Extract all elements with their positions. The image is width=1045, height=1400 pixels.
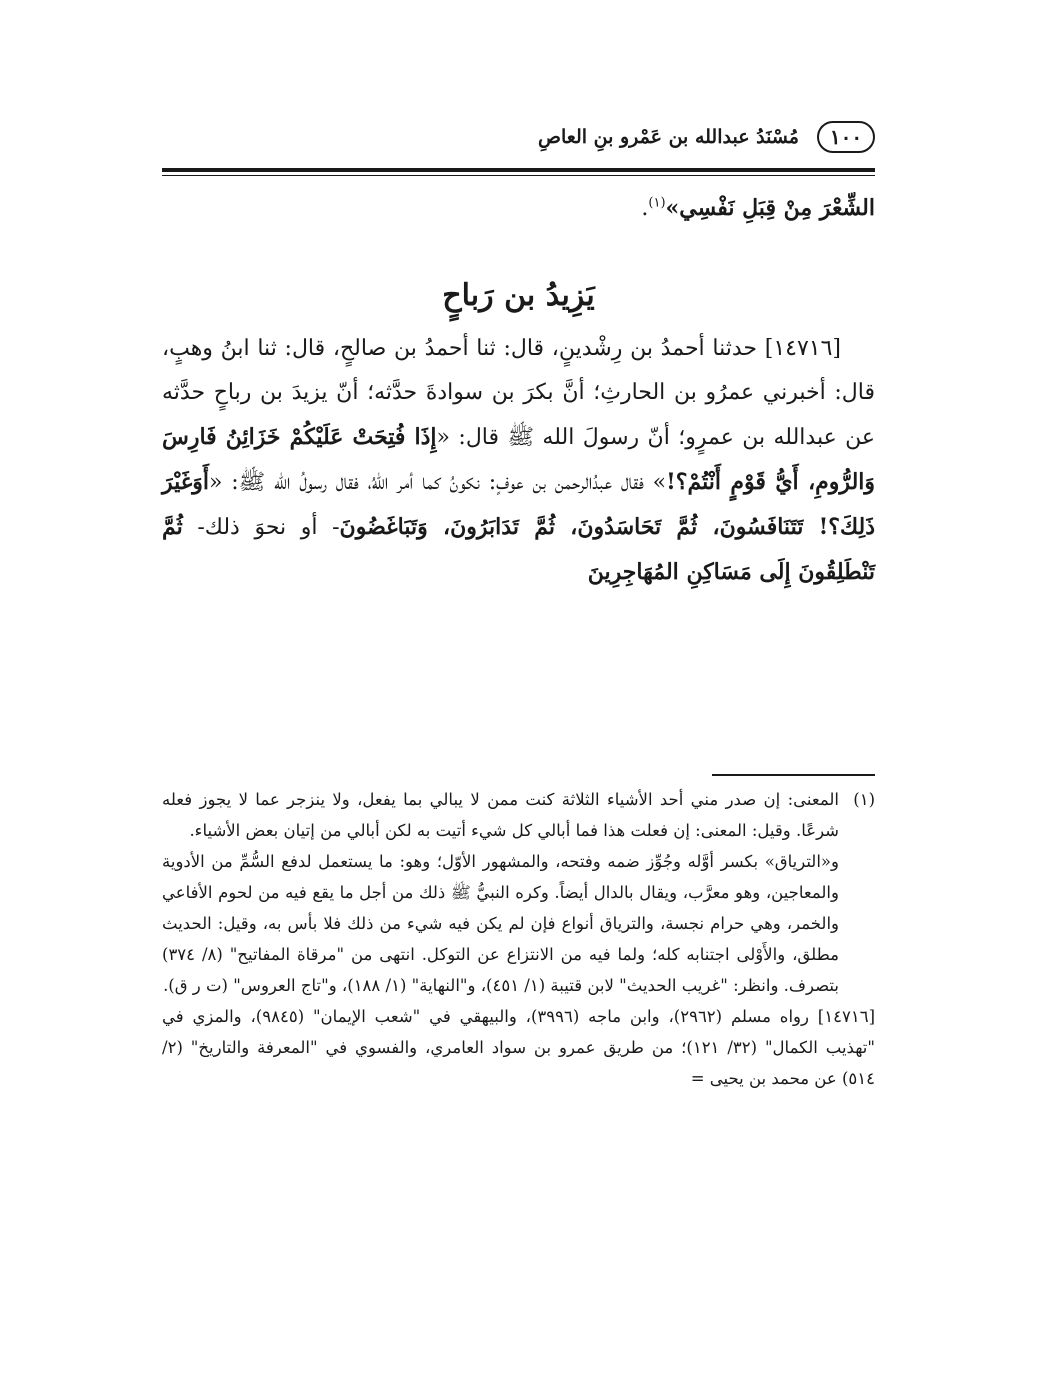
book-page [162, 100, 875, 1320]
header-rule-thin [162, 175, 875, 176]
footnote-paragraph-2: و«الترياق» بكسر أوَّله وجُوِّز ضمه وفتحه، والمشهور الأوّل؛ وهو: ما يستعمل لدفع السُّمِّ من الأدوية والمعاجين، وهو معرَّب، ويقال بالدال أيضاً. وكره النبيُّ ﷺ ذلك من أجل ما يقع فيه من لحوم الأفاعي والخمر، وهي حرام نجسة، والترياق أنواع فإن لم يكن فيه شيء من ذلك فلا بأس به، وقيل: الحديث مطلق، والأَوْلى اجتنابه كله؛ ولما فيه من الانتزاع عن التوكل. انتهى من "مرقاة المفاتيح" (٨/ ٣٧٤) بتصرف. وانظر: "غريب الحديث" لابن قتيبة (١/ ٤٥١)، و"النهاية" (١/ ١٨٨)، و"تاج العروس" (ت ر ق). [162, 852, 839, 995]
hadith-quote-3: ثُمَّ تَنْطَلِقُونَ إِلَى مَسَاكِنِ المُهَاجِرِينَ [162, 514, 875, 585]
section-title: يَزِيدُ بن رَباحٍ [442, 278, 595, 313]
carryover-text: الشِّعْرَ مِنْ قِبَلِ نَفْسِي» [665, 195, 875, 221]
footnote-body [162, 784, 839, 1001]
hadith-text-1: حدثنا أحمدُ بن رِشْدينٍ، قال: ثنا أحمدُ بن صالحٍ، قال: ثنا ابنُ وهبٍ، قال: أخبرني عمرُو بن الحارثِ؛ أنَّ بكرَ بن سوادةَ حدَّثه؛ أنّ يزيدَ بن رباحٍ حدَّثه عن عبدالله بن عمرٍو؛ أنّ رسولَ الله ﷺ قال: « [162, 336, 875, 450]
main-text [162, 186, 875, 595]
source-note: [١٤٧١٦] رواه مسلم (٢٩٦٢)، وابن ماجه (٣٩٩٦)، والبيهقي في "شعب الإيمان" (٩٨٤٥)، والمزي في "تهذيب الكمال" (٣٢/ ١٢١)؛ من طريق عمرو بن سواد العامري، والفسوي في "المعرفة والتاريخ" (٢/ ٥١٤) عن محمد بن يحيى = [162, 1007, 875, 1088]
carryover-end: . [641, 196, 649, 221]
hadith-text-3: - أو نحوَ ذلك- [182, 515, 340, 540]
footnote-1 [162, 784, 875, 1001]
hadith-number: [١٤٧١٦] [764, 336, 842, 361]
footnote-rule [712, 774, 875, 776]
header-rule-thick [162, 168, 875, 172]
page-number: ١٠٠ [817, 121, 875, 153]
footnote-mark: (١) [853, 790, 875, 809]
page-header [162, 115, 875, 159]
footnote-ref: (١) [648, 195, 666, 211]
footnotes [162, 784, 875, 1094]
hadith-quote-2: أَوَغَيْرَ ذَلِكَ؟! تَتَنَافَسُونَ، ثُمَّ تَحَاسَدُونَ، ثُمَّ تَدَابَرُونَ، وَتَبَاغَضُونَ [162, 469, 875, 540]
hadith-text-2: » فقال عبدُالرحمن بن عوفٍ: نكونُ كما أمر اللهُ، فقال رسولُ الله ﷺ: « [209, 470, 667, 495]
hadith-quote-1: إِذَا فُتِحَتْ عَلَيْكُمْ خَزَائِنُ فَارِسَ وَالرُّومِ، أَيُّ قَوْمٍ أَنْتُمْ؟! [162, 424, 876, 495]
hadith-paragraph [162, 327, 875, 595]
running-title: مُسْنَدُ عبدالله بن عَمْرو بنِ العاصِ [538, 126, 799, 148]
footnote-paragraph-1: المعنى: إن صدر مني أحد الأشياء الثلاثة كنت ممن لا يبالي بما يفعل، ولا ينزجر عما لا يجوز فعله شرعًا. وقيل: المعنى: إن فعلت هذا فما أبالي كل شيء أتيت به لكن أبالي من إتيان بعض الأشياء. [162, 790, 839, 840]
carryover-line [162, 186, 875, 231]
